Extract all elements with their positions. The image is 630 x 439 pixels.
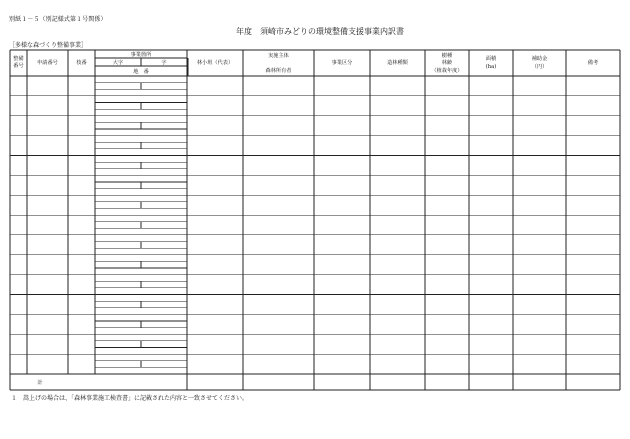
header-hojokin-unit: （円） — [531, 64, 548, 70]
header-edaban: 枝番 — [76, 60, 87, 66]
header-rinrei: 林齢 — [441, 60, 453, 66]
total-label: 計 — [37, 380, 43, 386]
header-aza: 字 — [161, 60, 167, 66]
header-seibi-bango: 整備 — [13, 56, 24, 62]
footnote: １ 嵩上げの場合は、「森林事業施工検査書」に記載された内容と一致させてください。 — [11, 395, 249, 402]
section-label: ［多様な森づくり整備事業］ — [9, 42, 88, 49]
header-jigyo-kubun: 事業区分 — [331, 60, 353, 66]
header-shinrin-shoyusha: 森林所有者 — [265, 68, 292, 74]
header-jigyo-basho: 事業箇所 — [130, 52, 152, 58]
header-shinsei-bango: 申請番号 — [37, 60, 58, 66]
page-title: 年度 須崎市みどりの環境整備支援事業内訳書 — [236, 27, 404, 36]
header-shokurin-shurui: 造林種類 — [387, 60, 408, 66]
header-shokusai-nendo: （植栽年度） — [431, 68, 463, 74]
header-jushu: 樹種 — [441, 53, 453, 59]
form-reference: 別紙１－５（別記様式第１号関係） — [9, 16, 107, 23]
header-chiban: 地 番 — [133, 69, 149, 75]
header-jisshi-shutai: 実施主体 — [268, 53, 289, 59]
header-menseki-unit: (ha) — [485, 64, 497, 70]
header-menseki: 面積 — [485, 56, 497, 62]
header-oaza: 大字 — [112, 60, 124, 66]
header-hojokin: 補助金 — [531, 56, 548, 62]
header-seibi-bango: 番号 — [13, 63, 24, 69]
header-biko: 備考 — [587, 60, 599, 66]
header-rinshohan: 林小班（代表） — [196, 60, 234, 66]
